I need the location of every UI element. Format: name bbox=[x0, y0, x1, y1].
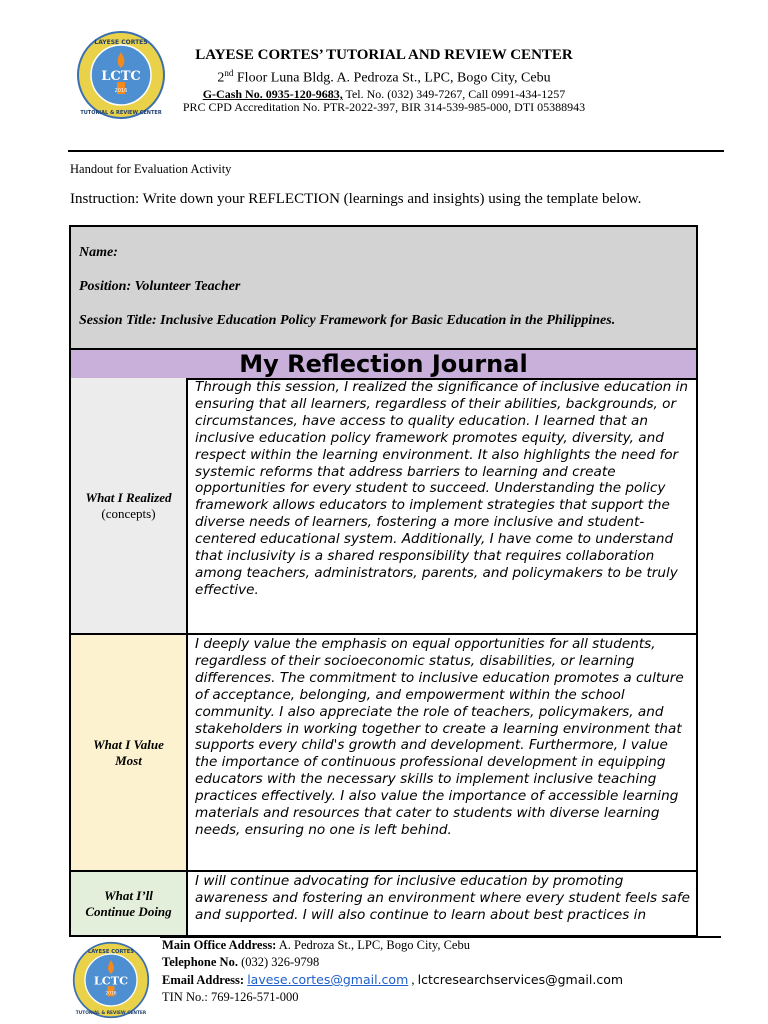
continue-text: I will continue advocating for inclusive education by promoting awareness and fostering an environment where every student feels safe and supported. I will also continue to learn about best practices in bbox=[195, 873, 690, 923]
realized-label: What I Realized (concepts) bbox=[71, 378, 188, 633]
svg-text:LAYESE CORTES: LAYESE CORTES bbox=[87, 949, 135, 956]
svg-text:TUTORIAL & REVIEW CENTER: TUTORIAL & REVIEW CENTER bbox=[80, 110, 162, 116]
gcash-number: G-Cash No. 0935-120-9683, bbox=[202, 87, 343, 101]
value-row bbox=[71, 635, 696, 872]
instruction-text: Instruction: Write down your REFLECTION (learnings and insights) using the template below. bbox=[70, 191, 642, 207]
footer-logo bbox=[72, 941, 150, 1019]
email-link[interactable]: lavese.cortes@gmail.com bbox=[247, 972, 409, 987]
footer-phone: Telephone No. (032) 326-9798 bbox=[162, 955, 320, 969]
position-field: Position: Volunteer Teacher bbox=[79, 279, 241, 294]
name-field: Name: bbox=[79, 245, 118, 260]
center-name: LAYESE CORTES’ TUTORIAL AND REVIEW CENTER bbox=[195, 47, 573, 63]
header-divider bbox=[68, 150, 724, 152]
lctc-logo bbox=[76, 30, 166, 120]
handout-label: Handout for Evaluation Activity bbox=[70, 162, 232, 176]
svg-text:LAYESE CORTES: LAYESE CORTES bbox=[94, 39, 148, 46]
continue-label: What I’ll Continue Doing bbox=[71, 872, 188, 935]
continue-row bbox=[71, 872, 696, 935]
realized-text: Through this session, I realized the significance of inclusive education in ensuring that all learners, regardless of their abilities, backgrounds, or circumstances, have access to quality education. I learned that an inclusive education policy framework promotes equity, diversity, and respect within the learning environment. It also highlights the need for systemic reforms that address barriers to learning and create opportunities for every student to succeed. Understanding the policy framework allows educators to implement strategies that support the diverse needs of learners, fostering a more inclusive and student-centered educational system. Additionally, I have come to understand that inclusivity is a shared responsibility that requires collaboration among teachers, administrators, parents, and policymakers to be truly effective. bbox=[195, 379, 689, 598]
reflection-table bbox=[69, 225, 698, 937]
footer-email: Email Address: lavese.cortes@gmail.com , lctcresearchservices@gmail.com bbox=[162, 972, 624, 987]
svg-text:2016: 2016 bbox=[105, 991, 117, 997]
header-contact: G-Cash No. 0935-120-9683, Tel. No. (032) 349-7267, Call 0991-434-1257 bbox=[202, 87, 566, 101]
session-title: Session Title: Inclusive Education Policy Framework for Basic Education in the Philippines. bbox=[79, 313, 616, 328]
realized-row bbox=[71, 378, 696, 635]
svg-text:LCTC: LCTC bbox=[101, 69, 141, 84]
footer-address: Main Office Address: A. Pedroza St., LPC, Bogo City, Cebu bbox=[162, 938, 470, 952]
header-accreditation: PRC CPD Accreditation No. PTR-2022-397, BIR 314-539-985-000, DTI 05388943 bbox=[182, 100, 586, 114]
participant-info bbox=[71, 227, 696, 350]
svg-text:TUTORIAL & REVIEW CENTER: TUTORIAL & REVIEW CENTER bbox=[75, 1010, 147, 1016]
header-address: 2nd Floor Luna Bldg. A. Pedroza St., LPC, Bogo City, Cebu bbox=[217, 68, 551, 86]
value-label: What I Value Most bbox=[71, 635, 188, 870]
value-text: I deeply value the emphasis on equal opportunities for all students, regardless of their socioeconomic status, disabilities, or learning differences. The commitment to inclusive education promotes a culture of acceptance, belonging, and empowerment within the school community. I also appreciate the role of teachers, policymakers, and stakeholders in working together to create a learning environment that supports every child's growth and development. Furthermore, I value the importance of continuous professional development in equipping educators with the necessary skills to implement inclusive teaching practices effectively. I also value the importance of accessible learning materials and resources that cater to students with diverse learning needs, ensuring no one is left behind. bbox=[195, 636, 684, 838]
svg-text:LCTC: LCTC bbox=[93, 973, 129, 988]
research-email: lctcresearchservices@gmail.com bbox=[417, 972, 624, 987]
footer-tin: TIN No.: 769-126-571-000 bbox=[162, 990, 299, 1004]
journal-title: My Reflection Journal bbox=[71, 350, 696, 380]
svg-text:2016: 2016 bbox=[114, 88, 128, 94]
